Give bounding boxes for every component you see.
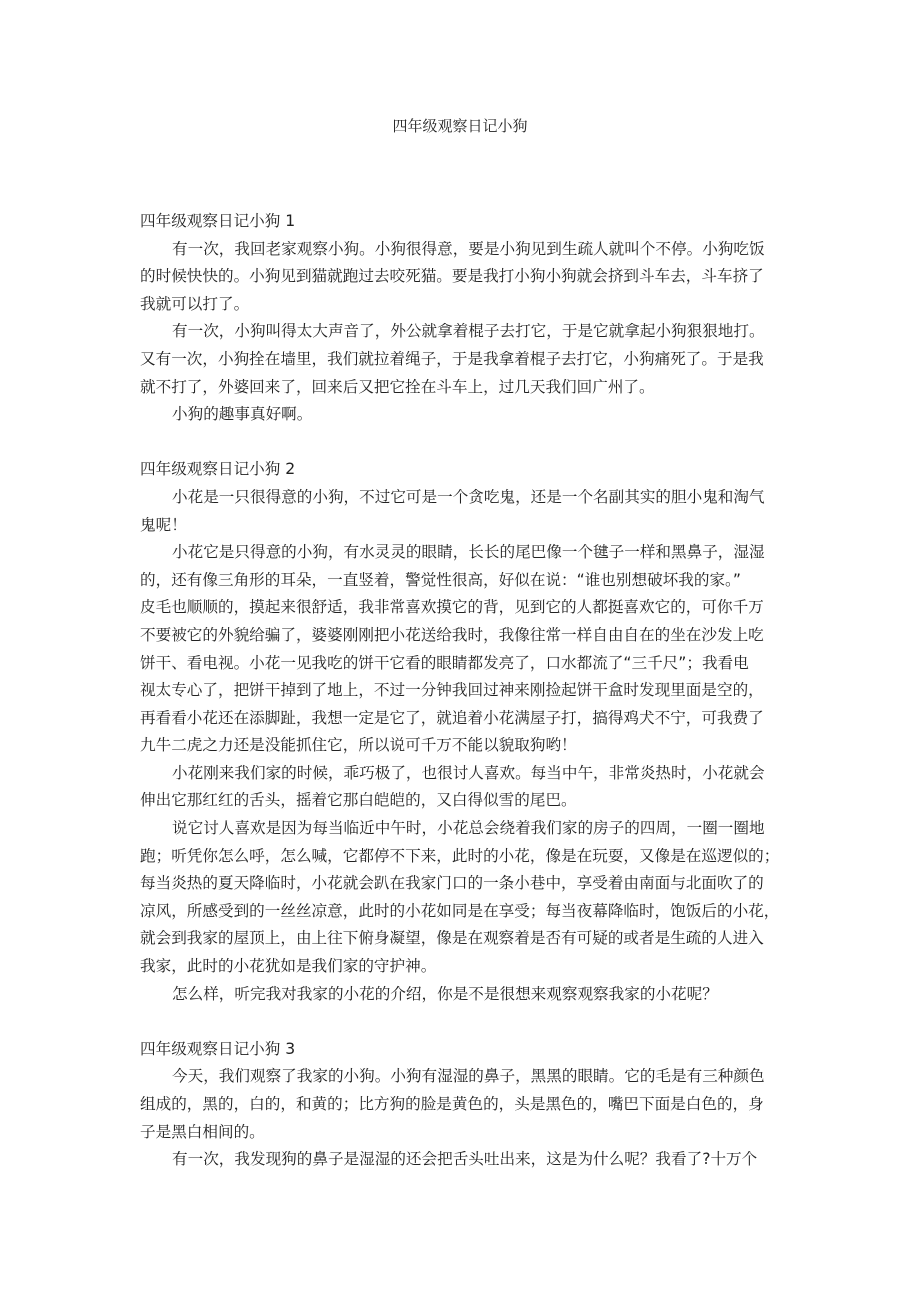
paragraph-line: 跑；听凭你怎么呼，怎么喊，它都停不下来，此时的小花，像是在玩耍，又像是在巡逻似的； — [140, 846, 780, 865]
paragraph-line: 说它讨人喜欢是因为每当临近中午时，小花总会绕着我们家的房子的四周，一圈一圈地 — [172, 819, 765, 838]
paragraph-line: 有一次，我发现狗的鼻子是湿湿的还会把舌头吐出来，这是为什么呢？我看了?十万个 — [172, 1150, 758, 1169]
paragraph-line: 今天，我们观察了我家的小狗。小狗有湿湿的鼻子，黑黑的眼睛。它的毛是有三种颜色 — [172, 1067, 765, 1086]
paragraph-line: 凉风，所感受到的一丝丝凉意，此时的小花如同是在享受；每当夜幕降临时，饱饭后的小花， — [140, 901, 780, 920]
paragraph-line: 我就可以打了。 — [140, 294, 250, 313]
section-heading: 四年级观察日记小狗 2 — [140, 460, 296, 479]
diary-section — [140, 1008, 800, 1174]
paragraph-line: 我家，此时的小花犹如是我们家的守护神。 — [140, 957, 437, 976]
paragraph-line: 怎么样，听完我对我家的小花的介绍，你是不是很想来观察观察我家的小花呢？ — [172, 984, 718, 1003]
paragraph-line: 又有一次，小狗拴在墙里，我们就拉着绳子，于是我拿着棍子去打它，小狗痛死了。于是我 — [140, 349, 764, 368]
paragraph — [140, 318, 800, 401]
paragraph — [140, 760, 800, 815]
paragraph — [140, 484, 800, 539]
paragraph — [140, 1146, 800, 1174]
paragraph-line: 鬼呢！ — [140, 515, 187, 534]
section-heading: 四年级观察日记小狗 3 — [140, 1039, 296, 1058]
paragraph-line: 视太专心了，把饼干掉到了地上，不过一分钟我回过神来刚捡起饼干盒时发现里面是空的， — [140, 681, 764, 700]
paragraph-line: 就不打了，外婆回来了，回来后又把它拴在斗车上，过几天我们回广州了。 — [140, 377, 655, 396]
diary-section — [140, 429, 800, 1008]
blank-line — [140, 1008, 800, 1036]
paragraph-line: 小狗的趣事真好啊。 — [172, 405, 313, 424]
document-body — [140, 208, 800, 1174]
paragraph-line: 小花刚来我们家的时候，乖巧极了，也很讨人喜欢。每当中午，非常炎热时，小花就会 — [172, 763, 765, 782]
paragraph-line: 每当炎热的夏天降临时，小花就会趴在我家门口的一条小巷中，享受着由南面与北面吹了的 — [140, 874, 764, 893]
paragraph-line: 有一次，小狗叫得太大声音了，外公就拿着棍子去打它，于是它就拿起小狗狠狠地打。 — [172, 322, 765, 341]
paragraph-line: 不要被它的外貌给骗了，婆婆刚刚把小花送给我时，我像往常一样自由自在的坐在沙发上吃 — [140, 625, 764, 644]
paragraph — [140, 401, 800, 429]
paragraph-line: 皮毛也顺顺的，摸起来很舒适，我非常喜欢摸它的背，见到它的人都挺喜欢它的，可你千万 — [140, 598, 764, 617]
paragraph-line: 的时候快快的。小狗见到猫就跑过去咬死猫。要是我打小狗小狗就会挤到斗车去，斗车挤了 — [140, 267, 764, 286]
section-heading: 四年级观察日记小狗 1 — [140, 212, 296, 230]
paragraph-line: 伸出它那红红的舌头，摇着它那白皑皑的，又白得似雪的尾巴。 — [140, 791, 577, 810]
paragraph-line: 的，还有像三角形的耳朵，一直竖着，警觉性很高，好似在说：“谁也别想破坏我的家。” — [140, 570, 741, 589]
paragraph-line: 有一次，我回老家观察小狗。小狗很得意，要是小狗见到生疏人就叫个不停。小狗吃饭 — [172, 239, 765, 258]
paragraph-line: 小花它是只得意的小狗，有水灵灵的眼睛，长长的尾巴像一个毽子一样和黑鼻子，湿湿 — [172, 543, 765, 562]
paragraph-line: 小花是一只很得意的小狗，不过它可是一个贪吃鬼，还是一个名副其实的胆小鬼和淘气 — [172, 487, 765, 506]
paragraph-line: 九牛二虎之力还是没能抓住它，所以说可千万不能以貌取狗哟！ — [140, 736, 577, 755]
diary-section — [140, 208, 800, 429]
paragraph-line: 子是黑白相间的。 — [140, 1122, 265, 1141]
paragraph-line: 饼干、看电视。小花一见我吃的饼干它看的眼睛都发亮了，口水都流了“三千尺”；我看电 — [140, 653, 749, 672]
paragraph-line: 就会到我家的屋顶上，由上往下俯身凝望，像是在观察着是否有可疑的或者是生疏的人进入 — [140, 929, 764, 948]
blank-line — [140, 429, 800, 457]
paragraph — [140, 539, 800, 760]
paragraph — [140, 815, 800, 981]
paragraph — [140, 981, 800, 1009]
paragraph — [140, 1063, 800, 1146]
paragraph — [140, 236, 800, 319]
paragraph-line: 组成的，黑的，白的，和黄的；比方狗的脸是黄色的，头是黑色的，嘴巴下面是白色的，身 — [140, 1095, 764, 1113]
document-title: 四年级观察日记小狗 — [392, 117, 528, 135]
paragraph-line: 再看看小花还在添脚趾，我想一定是它了，就追着小花满屋子打，搞得鸡犬不宁，可我费了 — [140, 708, 764, 727]
